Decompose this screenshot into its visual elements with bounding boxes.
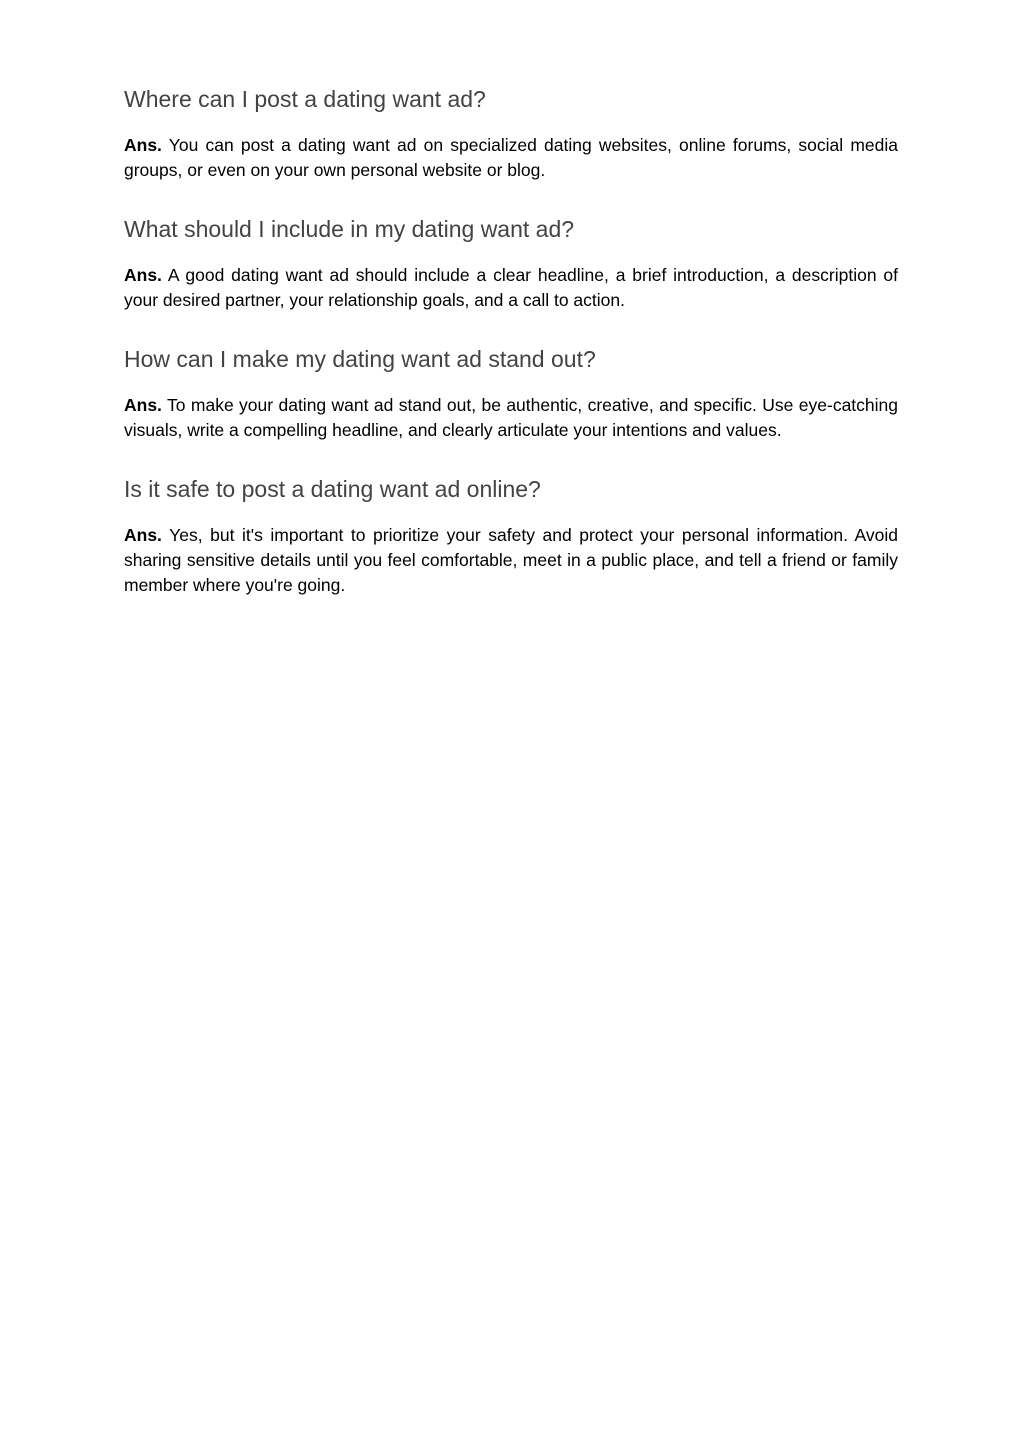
faq-answer xyxy=(124,523,898,598)
faq-question: Is it safe to post a dating want ad online? xyxy=(124,476,541,502)
faq-answer xyxy=(124,263,898,313)
faq-answer xyxy=(124,133,898,183)
answer-text: A good dating want ad should include a clear headline, a brief introduction, a description of your desired partner, your relationship goals, and a call to action. xyxy=(124,265,898,310)
faq-item xyxy=(124,472,898,598)
faq-question: How can I make my dating want ad stand out? xyxy=(124,346,596,372)
answer-text: To make your dating want ad stand out, be authentic, creative, and specific. Use eye-catching visuals, write a compelling headline, and clearly articulate your intentions and values. xyxy=(124,395,899,440)
document-page xyxy=(124,82,898,627)
answer-prefix: Ans. xyxy=(124,525,162,545)
faq-item xyxy=(124,342,898,443)
faq-item xyxy=(124,212,898,313)
answer-text: Yes, but it's important to prioritize your safety and protect your personal information. Avoid sharing sensitive details until you feel comfortable, meet in a public place, and tell a friend or family member where you're going. xyxy=(124,525,899,595)
answer-prefix: Ans. xyxy=(124,395,162,415)
faq-question: What should I include in my dating want ad? xyxy=(124,216,575,242)
faq-item xyxy=(124,82,898,183)
answer-prefix: Ans. xyxy=(124,265,162,285)
answer-prefix: Ans. xyxy=(124,135,162,155)
faq-answer xyxy=(124,393,898,443)
faq-question: Where can I post a dating want ad? xyxy=(124,86,486,112)
answer-text: You can post a dating want ad on specialized dating websites, online forums, social media groups, or even on your own personal website or blog. xyxy=(124,135,898,180)
